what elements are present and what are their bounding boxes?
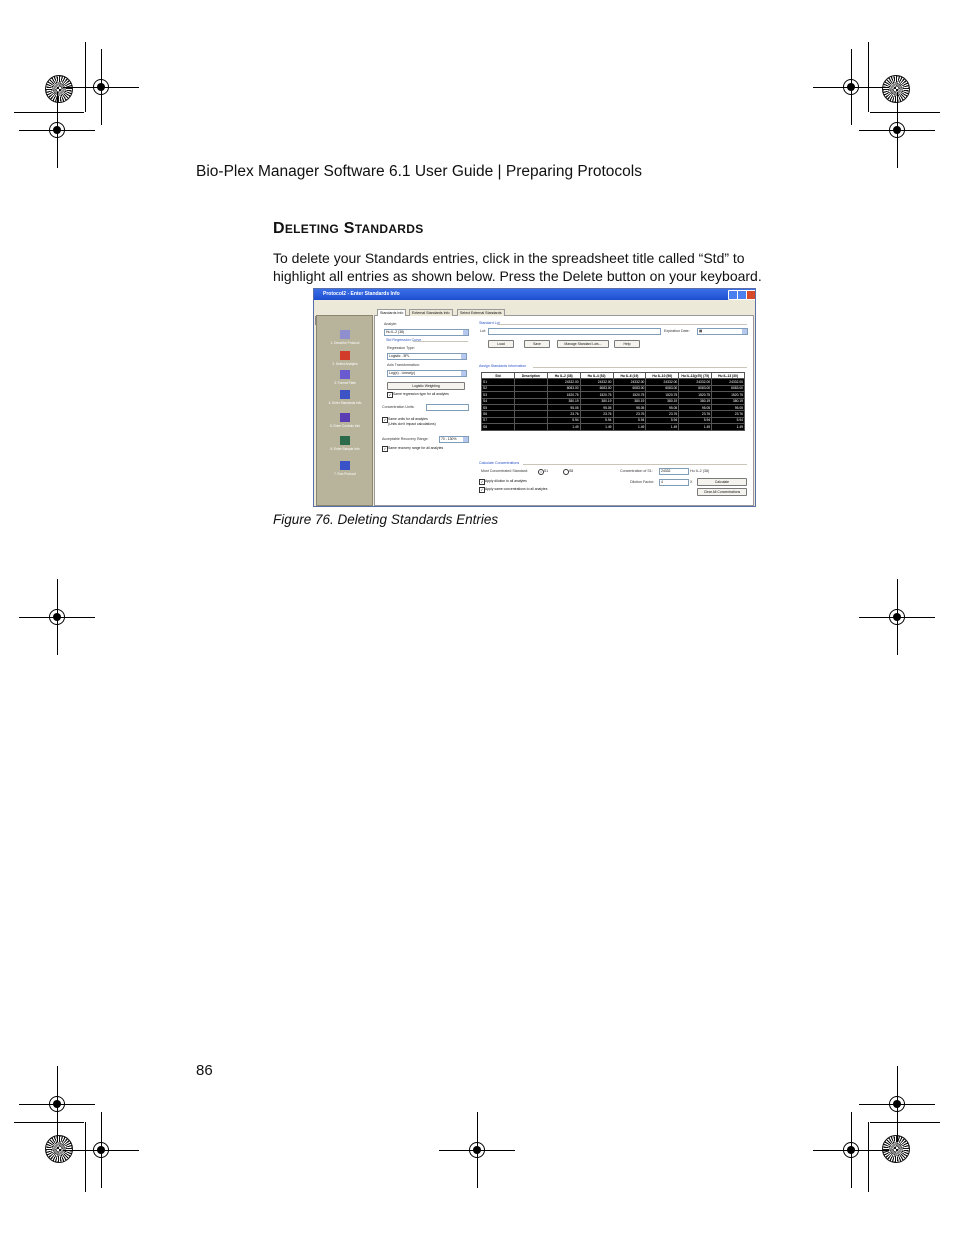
std-column-title[interactable]: Std (482, 373, 515, 379)
value-cell[interactable]: 1520.75 (679, 392, 712, 398)
figure-screenshot (313, 288, 756, 507)
std-cell[interactable]: S2 (482, 385, 515, 391)
value-cell[interactable]: 5.94 (646, 417, 679, 423)
value-cell[interactable]: 380.19 (547, 398, 580, 404)
column-header[interactable]: Hu IL-12(p70) (75) (679, 373, 712, 379)
assign-standards-group-title: Assign Standards Information (479, 364, 527, 368)
wizard-step[interactable] (320, 390, 370, 405)
std-cell[interactable]: S5 (482, 404, 515, 410)
value-cell[interactable]: 6083.00 (646, 385, 679, 391)
clear-all-concentrations-button[interactable]: Clear All Concentrations (697, 488, 747, 496)
analyte-select[interactable]: Hu IL-2 (38) (384, 329, 469, 336)
regression-type-select[interactable]: Logistic - 5PL (387, 353, 467, 360)
page-number: 86 (196, 1062, 213, 1079)
concentration-of-s1-input[interactable]: 24332 (659, 468, 689, 475)
sample-icon (340, 436, 350, 445)
wizard-steps-pane (316, 315, 373, 506)
crop-line (868, 1122, 869, 1192)
crop-line (870, 1122, 940, 1123)
times-sign: X (690, 480, 693, 484)
tab-standards-info[interactable]: Standards Info (377, 309, 406, 316)
value-cell[interactable]: 24332.00 (580, 379, 613, 385)
value-cell[interactable]: 5.94 (679, 417, 712, 423)
standards-info-panel (374, 311, 754, 506)
save-button[interactable]: Save (524, 340, 550, 348)
crop-line (870, 112, 940, 113)
standard-lot-group-title: Standard Lot (479, 321, 500, 325)
value-cell[interactable]: 380.19 (613, 398, 646, 404)
apply-dilution-checkbox[interactable]: ✓ (480, 480, 484, 484)
wizard-step-label: 4. Enter Standards Info (328, 401, 362, 405)
value-cell[interactable]: 6083.00 (613, 385, 646, 391)
value-cell[interactable]: 1520.75 (712, 392, 745, 398)
running-header: Bio-Plex Manager Software 6.1 User Guide | Preparing Protocols (196, 163, 642, 180)
concentration-units-input[interactable] (426, 404, 469, 411)
same-regression-label: Same regression type for all analytes (393, 392, 449, 396)
value-cell[interactable]: 23.76 (646, 411, 679, 417)
apply-same-label: Apply same concentrations to all analytes (485, 487, 548, 491)
wizard-step[interactable] (320, 370, 370, 385)
wizard-step-label: 1. Describe Protocol (330, 341, 360, 345)
value-cell[interactable]: 1520.75 (547, 392, 580, 398)
std-cell[interactable]: S7 (482, 417, 515, 423)
axis-transformation-select[interactable]: Log(x) - Linear(y) (387, 370, 467, 377)
close-icon[interactable] (746, 290, 756, 300)
value-cell[interactable]: 24332.00 (613, 379, 646, 385)
title-initial: D (273, 220, 285, 237)
value-cell[interactable]: 23.76 (580, 411, 613, 417)
value-cell[interactable]: 1520.75 (580, 392, 613, 398)
expiration-date-picker[interactable]: ▦ (697, 328, 748, 335)
load-button[interactable]: Load (488, 340, 514, 348)
most-concentrated-label: Most Concentrated Standard: (481, 469, 528, 473)
analyte-label: Analyte: (384, 322, 397, 326)
expiration-date-label: Expiration Date: (664, 329, 690, 333)
value-cell[interactable]: 23.76 (547, 411, 580, 417)
concentration-units-label: Concentration Units: (382, 405, 415, 409)
value-cell[interactable]: 23.76 (679, 411, 712, 417)
wizard-step[interactable] (320, 461, 370, 476)
std-regression-group-title: Std Regression Curve (386, 338, 422, 342)
std-cell[interactable]: S4 (482, 398, 515, 404)
title-initial: S (343, 220, 355, 237)
tab-external-standards-info[interactable]: External Standards Info (409, 309, 453, 316)
value-cell[interactable]: 95.05 (613, 404, 646, 410)
wizard-step[interactable] (320, 330, 370, 345)
value-cell[interactable]: 6083.00 (547, 385, 580, 391)
value-cell[interactable]: 1520.75 (646, 392, 679, 398)
group-divider (413, 341, 468, 342)
crop-line (14, 112, 84, 113)
value-cell[interactable]: 380.19 (580, 398, 613, 404)
value-cell[interactable]: 24332.00 (646, 379, 679, 385)
std-cell[interactable]: S1 (482, 379, 515, 385)
value-cell[interactable]: 1520.75 (613, 392, 646, 398)
wizard-step-label: 5. Enter Controls Info (329, 424, 361, 428)
value-cell[interactable]: 95.05 (646, 404, 679, 410)
value-cell[interactable]: 23.76 (613, 411, 646, 417)
value-cell[interactable]: 24332.00 (712, 379, 745, 385)
radio-s8-label: S8 (569, 469, 574, 473)
same-units-label: Same units for all analytes (388, 417, 428, 421)
radio-s1-label: S1 (544, 469, 549, 473)
value-cell[interactable]: 5.94 (613, 417, 646, 423)
std-cell[interactable]: S8 (482, 424, 515, 430)
column-header[interactable]: Hu IL-13 (30) (712, 373, 745, 379)
crop-line (14, 1122, 84, 1123)
select-analytes-icon (340, 351, 350, 360)
same-units-checkbox[interactable]: ✓ (383, 418, 387, 422)
std-cell[interactable]: S3 (482, 392, 515, 398)
value-cell[interactable]: 95.05 (580, 404, 613, 410)
section-title (273, 220, 424, 238)
wizard-step[interactable] (320, 413, 370, 428)
value-cell[interactable]: 1.49 (712, 424, 745, 430)
wizard-step-label: 3. Format Plate (334, 381, 356, 385)
crop-line (85, 42, 86, 112)
standards-icon (340, 390, 350, 399)
value-cell[interactable]: 380.19 (712, 398, 745, 404)
window-title: Protocol2 - Enter Standards Info (323, 291, 400, 297)
dilution-factor-input[interactable]: 4 (659, 479, 689, 486)
title-rest: TANDARDS (354, 222, 424, 236)
format-plate-icon (340, 370, 350, 379)
value-cell[interactable]: 6083.00 (679, 385, 712, 391)
concentration-analyte-label: Hu IL-2 (38) (690, 469, 710, 473)
registration-star-top-left (45, 75, 73, 103)
description-cell[interactable] (514, 424, 547, 430)
radio-s1[interactable]: • (538, 469, 544, 475)
lot-input[interactable] (488, 328, 661, 335)
value-cell[interactable]: 1.49 (613, 424, 646, 430)
value-cell[interactable]: 6083.00 (712, 385, 745, 391)
wizard-step-label: 6. Enter Sample Info (330, 447, 360, 451)
describe-protocol-icon (340, 330, 350, 339)
value-cell[interactable]: 1.49 (580, 424, 613, 430)
value-cell[interactable]: 95.05 (679, 404, 712, 410)
window-titlebar (314, 289, 755, 300)
value-cell[interactable]: 23.76 (712, 411, 745, 417)
wizard-step[interactable] (320, 436, 370, 451)
recovery-range-label: Acceptable Recovery Range: (382, 437, 429, 441)
apply-same-checkbox[interactable]: ✓ (480, 488, 484, 492)
value-cell[interactable]: 1.49 (679, 424, 712, 430)
value-cell[interactable]: 5.94 (712, 417, 745, 423)
column-header[interactable]: Description (514, 373, 547, 379)
value-cell[interactable]: 1.49 (646, 424, 679, 430)
value-cell[interactable]: 5.94 (580, 417, 613, 423)
axis-transformation-label: Axis Transformation: (387, 363, 420, 367)
table-row[interactable] (482, 424, 745, 430)
standards-spreadsheet[interactable] (481, 372, 745, 431)
column-header[interactable]: Hu IL-10 (56) (646, 373, 679, 379)
tab-select-external-standards[interactable]: Select External Standards (457, 309, 505, 316)
value-cell[interactable]: 24332.00 (547, 379, 580, 385)
wizard-step-label: 7. Run Protocol (334, 472, 356, 476)
apply-dilution-label: Apply dilution to all analytes (485, 479, 527, 483)
crop-line (85, 1122, 86, 1192)
value-cell[interactable]: 380.19 (679, 398, 712, 404)
value-cell[interactable]: 95.05 (547, 404, 580, 410)
wizard-step[interactable] (320, 351, 370, 366)
same-regression-checkbox[interactable]: ✓ (388, 393, 392, 397)
column-header[interactable]: Hu IL-2 (38) (547, 373, 580, 379)
same-recovery-label: Same recovery range for all analytes (388, 446, 444, 450)
run-protocol-icon (340, 461, 350, 470)
units-note: (Units don't impact calculations) (388, 422, 436, 426)
crop-line (868, 42, 869, 112)
figure-caption: Figure 76. Deleting Standards Entries (273, 512, 499, 527)
calculate-concentrations-group-title: Calculate Concentrations (479, 461, 520, 465)
value-cell[interactable]: 24332.00 (679, 379, 712, 385)
value-cell[interactable]: 380.19 (646, 398, 679, 404)
title-rest: ELETING (284, 222, 339, 236)
regression-type-label: Regression Type: (387, 346, 415, 350)
std-cell[interactable]: S6 (482, 411, 515, 417)
group-divider (523, 464, 747, 465)
value-cell[interactable]: 5.94 (547, 417, 580, 423)
body-paragraph: To delete your Standards entries, click in the spreadsheet title called “Std” to highlight all entries as shown below. Press the Delete button on your keyboard. (273, 250, 762, 284)
lot-label: Lot: (480, 329, 486, 333)
help-button[interactable]: Help (614, 340, 640, 348)
controls-icon (340, 413, 350, 422)
column-header[interactable]: Hu IL-4 (52) (580, 373, 613, 379)
group-divider (497, 324, 747, 325)
logistic-weighting-button[interactable]: Logistic Weighting (387, 382, 465, 390)
recovery-range-select[interactable]: 70 - 130% (439, 436, 469, 443)
same-recovery-checkbox[interactable]: ✓ (383, 447, 387, 451)
dilution-factor-label: Dilution Factor: (630, 480, 655, 484)
calculate-button[interactable]: Calculate (697, 478, 747, 486)
value-cell[interactable]: 95.05 (712, 404, 745, 410)
value-cell[interactable]: 6083.00 (580, 385, 613, 391)
group-divider (533, 367, 747, 368)
manage-standard-lots-button[interactable]: Manage Standard Lots... (557, 340, 609, 348)
value-cell[interactable]: 1.49 (547, 424, 580, 430)
concentration-of-s1-label: Concentration of S1: (620, 469, 653, 473)
wizard-step-label: 2. Select Analytes (332, 362, 358, 366)
column-header[interactable]: Hu IL-6 (19) (613, 373, 646, 379)
